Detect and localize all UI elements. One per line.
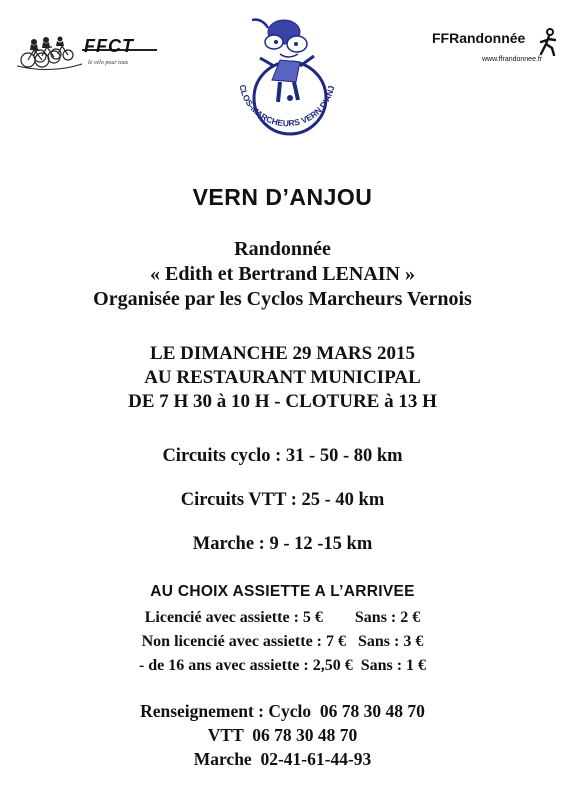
pricing-line-under-16: - de 16 ans avec assiette : 2,50 € Sans : 1 € [138,657,427,674]
page-title: VERN D’ANJOU [192,184,373,210]
hiker-icon [538,28,560,56]
emblem-arc-text: CLOS-MARCHEURS VERN D'ANJ [237,83,337,129]
contact-cyclo: Renseignement : Cyclo 06 78 30 48 70 [140,701,425,721]
cyclos-marcheurs-emblem [222,10,347,170]
ffct-logo-text: FFCT [84,36,134,56]
circuit-vtt: Circuits VTT : 25 - 40 km [180,490,385,510]
pricing-heading: AU CHOIX ASSIETTE A L’ARRIVEE [150,583,415,600]
contact-vtt: VTT 06 78 30 48 70 [207,725,358,745]
event-date: LE DIMANCHE 29 MARS 2015 [150,343,415,364]
ffct-tagline: le vélo pour tous [88,60,129,66]
pricing-line-licencie: Licencié avec assiette : 5 € Sans : 2 € [144,609,421,626]
event-type: Randonnée [234,238,331,260]
event-place: AU RESTAURANT MUNICIPAL [144,367,421,388]
ffrandonnee-url: www.ffrandonnee.fr [482,56,543,63]
event-hours: DE 7 H 30 à 10 H - CLOTURE à 13 H [128,391,437,412]
event-organizer: Organisée par les Cyclos Marcheurs Vernois [93,288,472,310]
event-name: « Edith et Bertrand LENAIN » [149,263,415,285]
ffrandonnee-logo-text: FFRandonnée [432,30,526,46]
circuit-cyclo: Circuits cyclo : 31 - 50 - 80 km [162,446,403,466]
ffrandonnee-logo [432,28,562,78]
pricing-line-non-licencie: Non licencié avec assiette : 7 € Sans : 3 € [141,633,424,650]
contact-marche: Marche 02-41-61-44-93 [193,749,372,769]
cyclist-character-icon [252,20,314,102]
circuit-marche: Marche : 9 - 12 -15 km [192,534,373,554]
ffct-logo [12,30,162,90]
